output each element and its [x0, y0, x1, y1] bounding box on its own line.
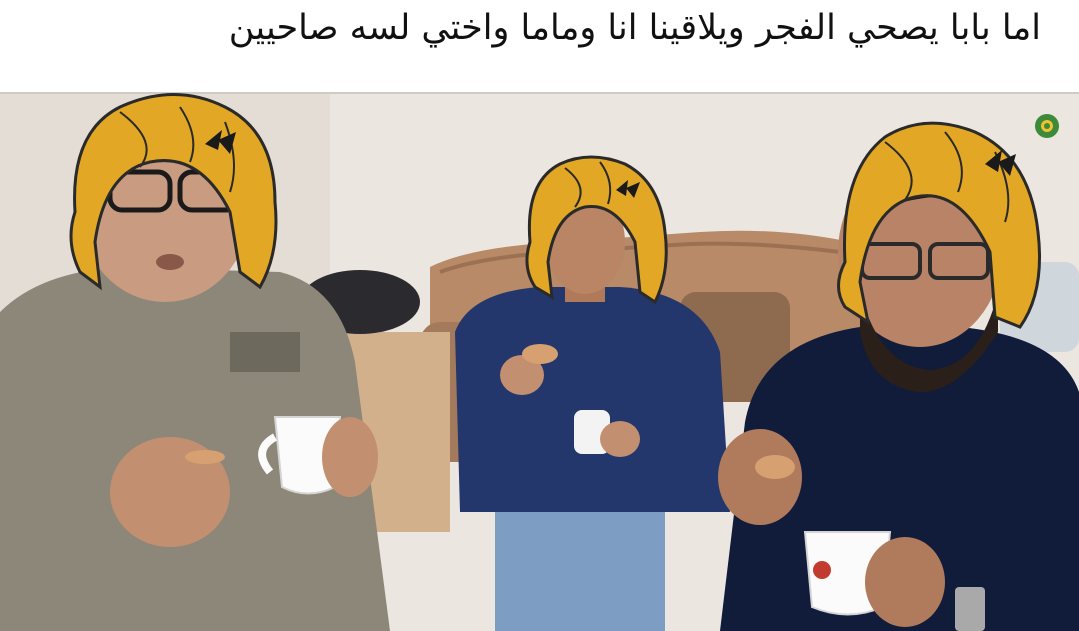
caption-text: اما بابا يصحي الفجر ويلاقينا انا وماما واختي لسه صاحيين	[228, 8, 1041, 48]
biscuit	[522, 344, 558, 364]
caption-bar	[0, 0, 1079, 92]
blue-sweater	[455, 287, 730, 512]
meme-photo	[0, 92, 1079, 631]
watermark-logo-icon	[1035, 114, 1059, 138]
biscuit	[185, 450, 225, 464]
wristwatch	[955, 587, 985, 631]
hand	[718, 429, 802, 525]
biscuit	[755, 455, 795, 479]
jeans	[495, 492, 665, 631]
photo-illustration	[0, 92, 1079, 631]
